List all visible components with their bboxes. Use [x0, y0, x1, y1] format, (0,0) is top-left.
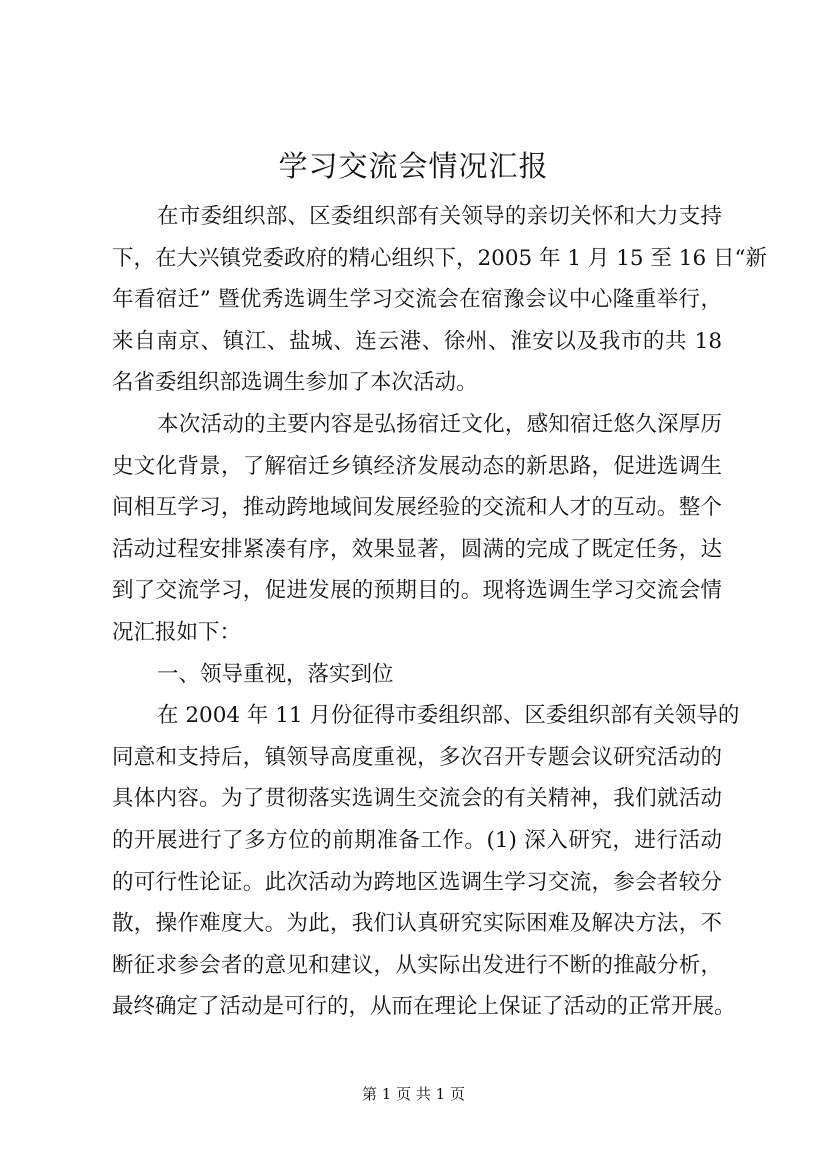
paragraph-2-line-6: 况汇报如下： [112, 619, 242, 645]
paragraph-2-line-1: 本次活动的主要内容是弘扬宿迁文化，感知宿迁悠久深厚历 [157, 411, 722, 437]
paragraph-3-line-3: 具体内容。为了贯彻落实选调生交流会的有关精神，我们就活动 [112, 786, 722, 812]
paragraph-1-line-2: 下，在大兴镇党委政府的精心组织下，2005 年 1 月 15 至 16 日“新 [112, 245, 767, 271]
paragraph-2-line-3: 间相互学习，推动跨地域间发展经验的交流和人才的互动。整个 [112, 495, 722, 521]
paragraph-3-line-8: 最终确定了活动是可行的，从而在理论上保证了活动的正常开展。 [112, 994, 736, 1020]
paragraph-2-line-2: 史文化背景，了解宿迁乡镇经济发展动态的新思路，促进选调生 [112, 453, 722, 479]
document-body [112, 196, 767, 1028]
page-footer: 第 1 页 共 1 页 [362, 1085, 465, 1103]
paragraph-1-line-1: 在市委组织部、区委组织部有关领导的亲切关怀和大力支持 [157, 204, 722, 229]
section-heading: 一、领导重视，落实到位 [157, 661, 394, 687]
paragraph-3-line-6: 散，操作难度大。为此，我们认真研究实际困难及解决方法，不 [112, 911, 722, 937]
paragraph-2-line-5: 到了交流学习，促进发展的预期目的。现将选调生学习交流会情 [112, 578, 722, 604]
paragraph-3-line-1: 在 2004 年 11 月份征得市委组织部、区委组织部有关领导的 [157, 703, 740, 729]
paragraph-3-line-4: 的开展进行了多方位的前期准备工作。(1) 深入研究，进行活动 [112, 827, 722, 853]
paragraph-1-line-4: 来自南京、镇江、盐城、连云港、徐州、淮安以及我市的共 18 [112, 328, 722, 354]
page-title: 学习交流会情况汇报 [278, 149, 549, 183]
paragraph-1-line-5: 名省委组织部选调生参加了本次活动。 [112, 370, 478, 396]
paragraph-3-line-7: 断征求参会者的意见和建议，从实际出发进行不断的推敲分析， [112, 952, 722, 978]
paragraph-3-line-5: 的可行性论证。此次活动为跨地区选调生学习交流，参会者较分 [112, 869, 722, 895]
paragraph-2-line-4: 活动过程安排紧凑有序，效果显著，圆满的完成了既定任务，达 [112, 536, 722, 562]
paragraph-3-line-2: 同意和支持后，镇领导高度重视，多次召开专题会议研究活动的 [112, 744, 722, 770]
paragraph-1-line-3: 年看宿迁” 暨优秀选调生学习交流会在宿豫会议中心隆重举行， [112, 287, 722, 313]
